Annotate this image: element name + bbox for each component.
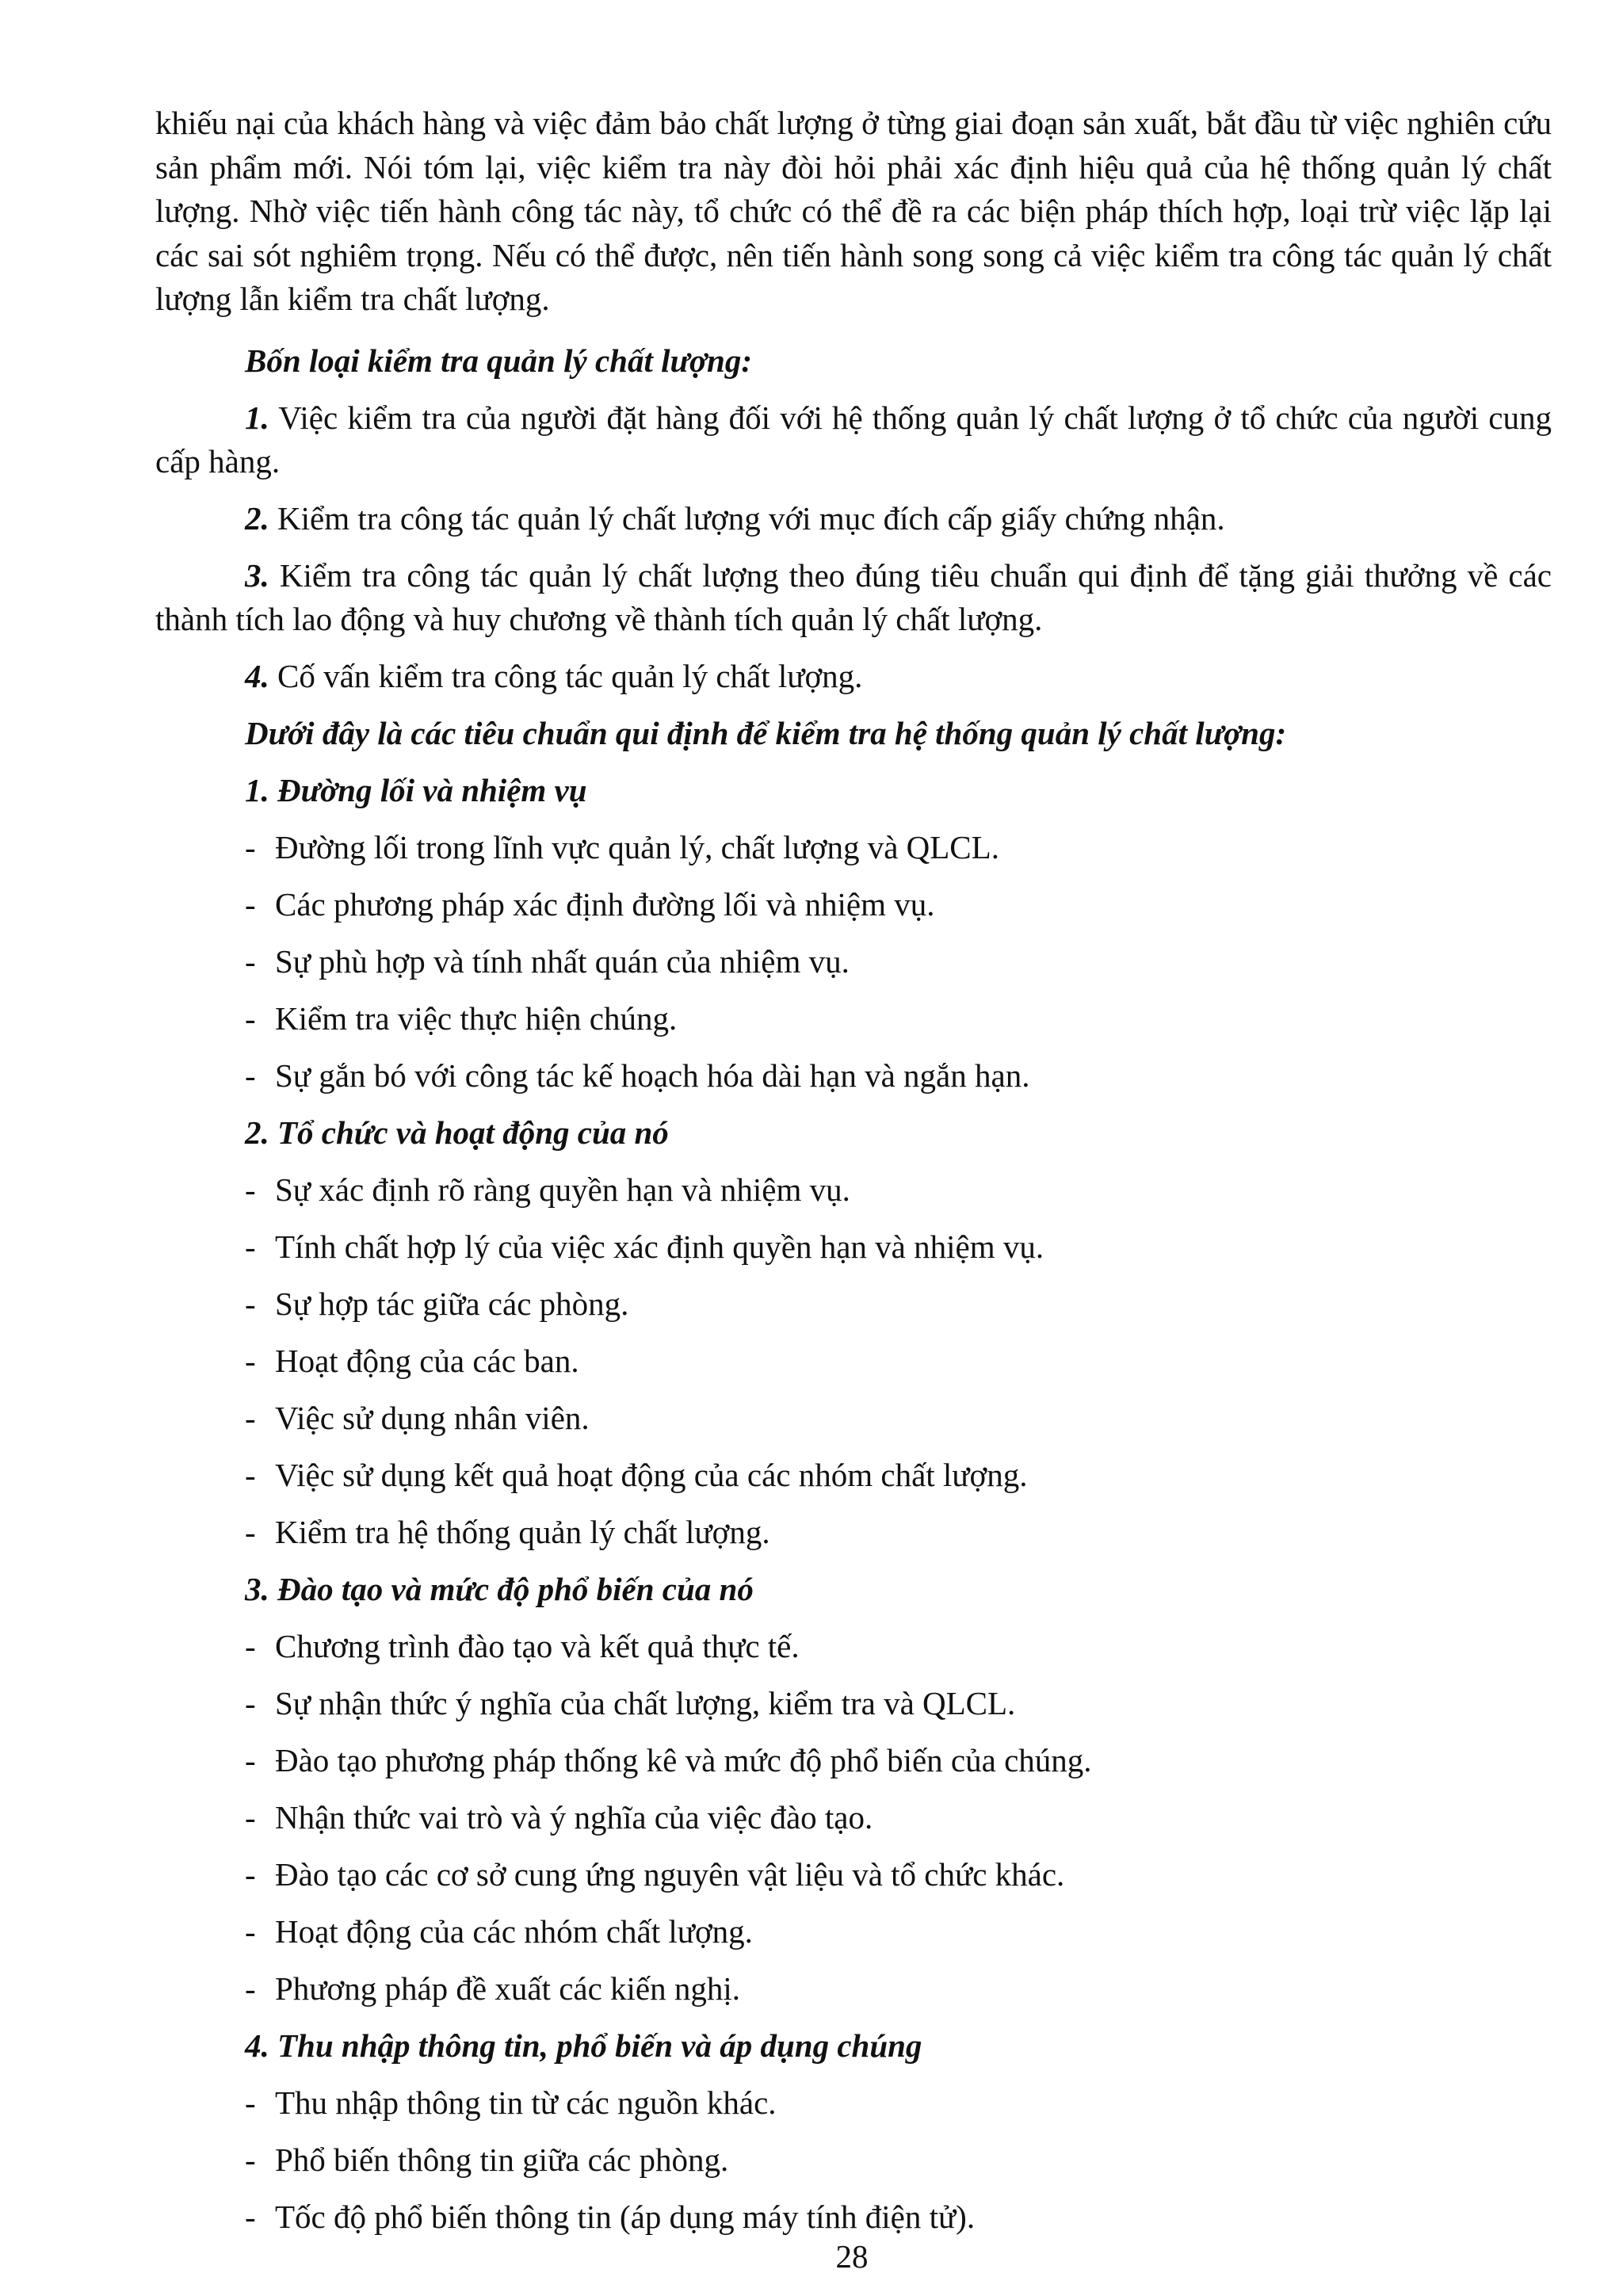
section-title: 2. Tổ chức và hoạt động của nó xyxy=(245,1114,669,1151)
list-item-text: Đào tạo phương pháp thống kê và mức độ phổ biến của chúng. xyxy=(275,1741,1092,1778)
bullet-dash: - xyxy=(245,885,256,923)
list-item-text: Nhận thức vai trò và ý nghĩa của việc đào tạo. xyxy=(275,1798,873,1836)
bullet-dash: - xyxy=(245,1456,256,1493)
bullet-dash: - xyxy=(245,2084,256,2121)
bullet-dash: - xyxy=(245,1399,256,1436)
list-item xyxy=(155,883,1552,926)
list-item-text: Tính chất hợp lý của việc xác định quyền hạn và nhiệm vụ. xyxy=(275,1228,1044,1265)
document-page xyxy=(155,101,1552,2252)
bullet-dash: - xyxy=(245,1627,256,1664)
list-item-text: Việc sử dụng kết quả hoạt động của các nhóm chất lượng. xyxy=(275,1456,1028,1493)
types-heading: Bốn loại kiểm tra quản lý chất lượng: xyxy=(245,342,753,379)
list-item xyxy=(155,1739,1552,1782)
list-item-text: Thu nhập thông tin từ các nguồn khác. xyxy=(275,2084,777,2121)
bullet-dash: - xyxy=(245,1056,256,1094)
intro-paragraph: khiếu nại của khách hàng và việc đảm bảo chất lượng ở từng giai đoạn sản xuất, bắt đầu từ việc nghiên cứu sản phẩm mới. Nói tóm lại, việc kiểm tra này đòi hỏi phải xác định hiệu quả của hệ thống quản lý chất lượng. Nhờ việc tiến hành công tác này, tổ chức có thể đề ra các biện pháp thích hợp, loại trừ việc lặp lại các sai sót nghiêm trọng. Nếu có thể được, nên tiến hành song song cả việc kiểm tra công tác quản lý chất lượng lẫn kiểm tra chất lượng. xyxy=(155,105,1552,317)
list-item xyxy=(155,1339,1552,1383)
list-item-text: Sự nhận thức ý nghĩa của chất lượng, kiểm tra và QLCL. xyxy=(275,1684,1016,1721)
bullet-dash: - xyxy=(245,999,256,1037)
list-item xyxy=(155,2195,1552,2239)
list-item xyxy=(155,1796,1552,1839)
section-title: 4. Thu nhập thông tin, phổ biến và áp dụng chúng xyxy=(245,2027,922,2064)
section-title: 3. Đào tạo và mức độ phổ biến của nó xyxy=(245,1570,754,1607)
list-item xyxy=(155,1853,1552,1897)
bullet-dash: - xyxy=(245,1342,256,1379)
type-item-text: Kiểm tra công tác quản lý chất lượng với mục đích cấp giấy chứng nhận. xyxy=(277,499,1225,537)
bullet-dash: - xyxy=(245,1684,256,1721)
list-item-text: Sự xác định rõ ràng quyền hạn và nhiệm vụ. xyxy=(275,1171,850,1208)
list-item xyxy=(155,1625,1552,1668)
list-item xyxy=(155,1454,1552,1497)
list-item xyxy=(155,1054,1552,1098)
bullet-dash: - xyxy=(245,942,256,980)
list-item xyxy=(155,1511,1552,1554)
list-item-text: Tốc độ phổ biến thông tin (áp dụng máy tính điện tử). xyxy=(275,2198,976,2235)
type-item-number: 2. xyxy=(245,499,269,537)
list-item-text: Sự phù hợp và tính nhất quán của nhiệm vụ. xyxy=(275,942,850,980)
list-item-text: Việc sử dụng nhân viên. xyxy=(275,1399,590,1436)
bullet-dash: - xyxy=(245,1741,256,1778)
list-item-text: Phổ biến thông tin giữa các phòng. xyxy=(275,2141,729,2178)
list-item-text: Đào tạo các cơ sở cung ứng nguyên vật liệu và tổ chức khác. xyxy=(275,1855,1065,1893)
bullet-dash: - xyxy=(245,1285,256,1322)
bullet-dash: - xyxy=(245,1228,256,1265)
bullet-dash: - xyxy=(245,1855,256,1893)
bullet-dash: - xyxy=(245,1969,256,2007)
list-item xyxy=(155,1682,1552,1725)
bullet-dash: - xyxy=(245,2141,256,2178)
list-item-text: Sự gắn bó với công tác kế hoạch hóa dài hạn và ngắn hạn. xyxy=(275,1056,1030,1094)
type-item-4 xyxy=(155,655,1552,698)
list-item-text: Các phương pháp xác định đường lối và nhiệm vụ. xyxy=(275,885,935,923)
bullet-dash: - xyxy=(245,1798,256,1836)
type-item-number: 1. xyxy=(245,399,269,436)
page-number: 28 xyxy=(835,2238,869,2275)
list-item-text: Hoạt động của các nhóm chất lượng. xyxy=(275,1912,753,1950)
list-item xyxy=(155,2138,1552,2182)
list-item xyxy=(155,1225,1552,1269)
bullet-dash: - xyxy=(245,1513,256,1550)
type-item-text: Kiểm tra công tác quản lý chất lượng theo đúng tiêu chuẩn qui định để tặng giải thưởng về các thành tích lao động và huy chương về thành tích quản lý chất lượng. xyxy=(155,556,1552,637)
type-item-2 xyxy=(155,497,1552,541)
list-item xyxy=(155,1967,1552,2011)
list-item-text: Kiểm tra việc thực hiện chúng. xyxy=(275,999,678,1037)
list-item-text: Đường lối trong lĩnh vực quản lý, chất lượng và QLCL. xyxy=(275,828,999,865)
type-item-text: Cố vấn kiểm tra công tác quản lý chất lượng. xyxy=(277,657,863,694)
type-item-number: 3. xyxy=(245,556,269,594)
bullet-dash: - xyxy=(245,1171,256,1208)
bullet-dash: - xyxy=(245,1912,256,1950)
list-item-text: Sự hợp tác giữa các phòng. xyxy=(275,1285,629,1322)
list-item-text: Phương pháp đề xuất các kiến nghị. xyxy=(275,1969,741,2007)
list-item xyxy=(155,2081,1552,2125)
list-item-text: Chương trình đào tạo và kết quả thực tế. xyxy=(275,1627,800,1664)
list-item xyxy=(155,997,1552,1041)
list-item xyxy=(155,1168,1552,1212)
list-item xyxy=(155,1282,1552,1326)
type-item-3 xyxy=(155,554,1552,641)
bullet-dash: - xyxy=(245,2198,256,2235)
list-item xyxy=(155,826,1552,869)
standards-heading: Dưới đây là các tiêu chuẩn qui định để kiểm tra hệ thống quản lý chất lượng: xyxy=(245,714,1287,751)
bullet-dash: - xyxy=(245,828,256,865)
type-item-number: 4. xyxy=(245,657,269,694)
list-item-text: Kiểm tra hệ thống quản lý chất lượng. xyxy=(275,1513,770,1550)
type-item-1 xyxy=(155,396,1552,483)
list-item-text: Hoạt động của các ban. xyxy=(275,1342,579,1379)
section-title: 1. Đường lối và nhiệm vụ xyxy=(245,771,587,808)
list-item xyxy=(155,940,1552,984)
list-item xyxy=(155,1396,1552,1440)
type-item-text: Việc kiểm tra của người đặt hàng đối với hệ thống quản lý chất lượng ở tổ chức của người cung cấp hàng. xyxy=(155,399,1552,479)
list-item xyxy=(155,1910,1552,1954)
